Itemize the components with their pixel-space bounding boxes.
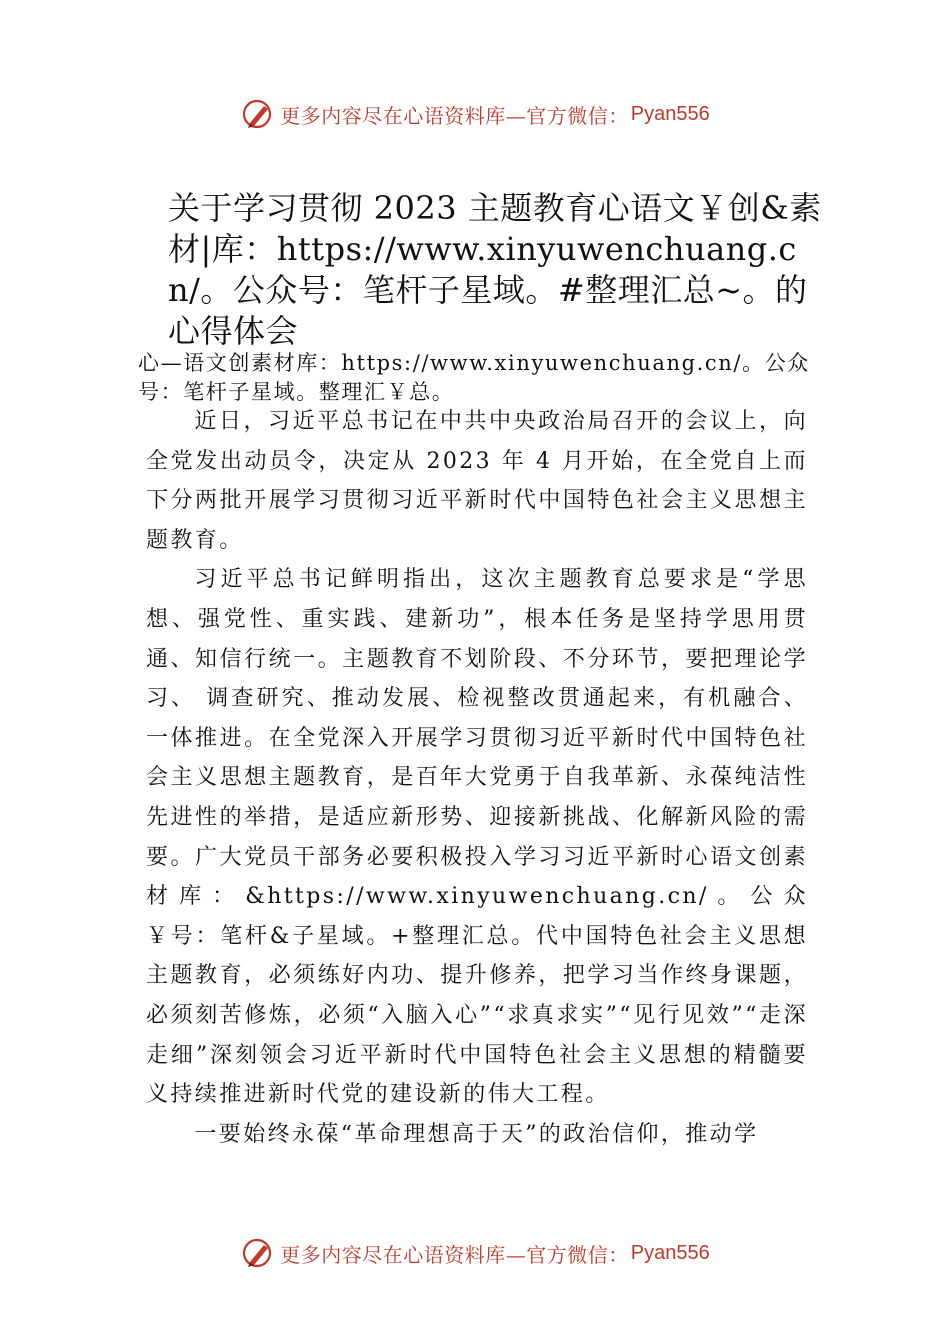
footer-banner [0, 1233, 950, 1273]
document-title: 关于学习贯彻 2023 主题教育心语文￥创&素材|库：https://www.xinyuwenchuang.cn/。公众号：笔杆子星域。#整理汇总~。的心得体会 [168, 189, 822, 350]
paragraph: 一要始终永葆“革命理想高于天”的政治信仰，推动学 [194, 1121, 759, 1147]
header-banner [0, 94, 950, 134]
document-body [146, 402, 808, 1154]
paragraph: 习近平总书记鲜明指出，这次主题教育总要求是“学思想、强党性、重实践、建新功”，根本任务是坚持学思用贯通、知信行统一。主题教育不划阶段、不分环节，要把理论学习、 调查研究、推动发展、检视整改贯通起来，有机融合、一体推进。在全党深入开展学习贯彻习近平新时代中国特色社会主义思想主题教育，是百年大党勇于自我革新、永葆纯洁性先进性的举措，是适应新形势、迎接新挑战、化解新风险的需要。广大党员干部务必要积极投入学习习近平新时心语文创素材库：&https://www.xinyuwenchuang.cn/。公众￥号：笔杆&子星域。+整理汇总。代中国特色社会主义思想主题教育，必须练好内功、提升修养，把学习当作终身课题，必须刻苦修炼，必须“入脑入心”“求真求实”“见行见效”“走深走细”深刻领会习近平新时代中国特色社会主义思想的精髓要义持续推进新时代党的建设新的伟大工程。 [146, 567, 808, 1108]
banner-text: 更多内容尽在心语资料库—官方微信： [280, 1242, 629, 1267]
banner-wechat-id: Pyan556 [630, 102, 710, 125]
pen-logo-icon [240, 96, 276, 132]
paragraph: 近日，习近平总书记在中共中央政治局召开的会议上，向全党发出动员令，决定从 2023 年 4 月开始，在全党自上而下分两批开展学习贯彻习近平新时代中国特色社会主义思想主题教育。 [146, 409, 808, 553]
pen-logo-icon [240, 1235, 276, 1271]
banner-text: 更多内容尽在心语资料库—官方微信： [280, 103, 629, 128]
document-subline: 心—语文创素材库：https://www.xinyuwenchuang.cn/。公众号：笔杆子星域。整理汇￥总。 [138, 351, 810, 404]
banner-wechat-id: Pyan556 [630, 1241, 710, 1264]
